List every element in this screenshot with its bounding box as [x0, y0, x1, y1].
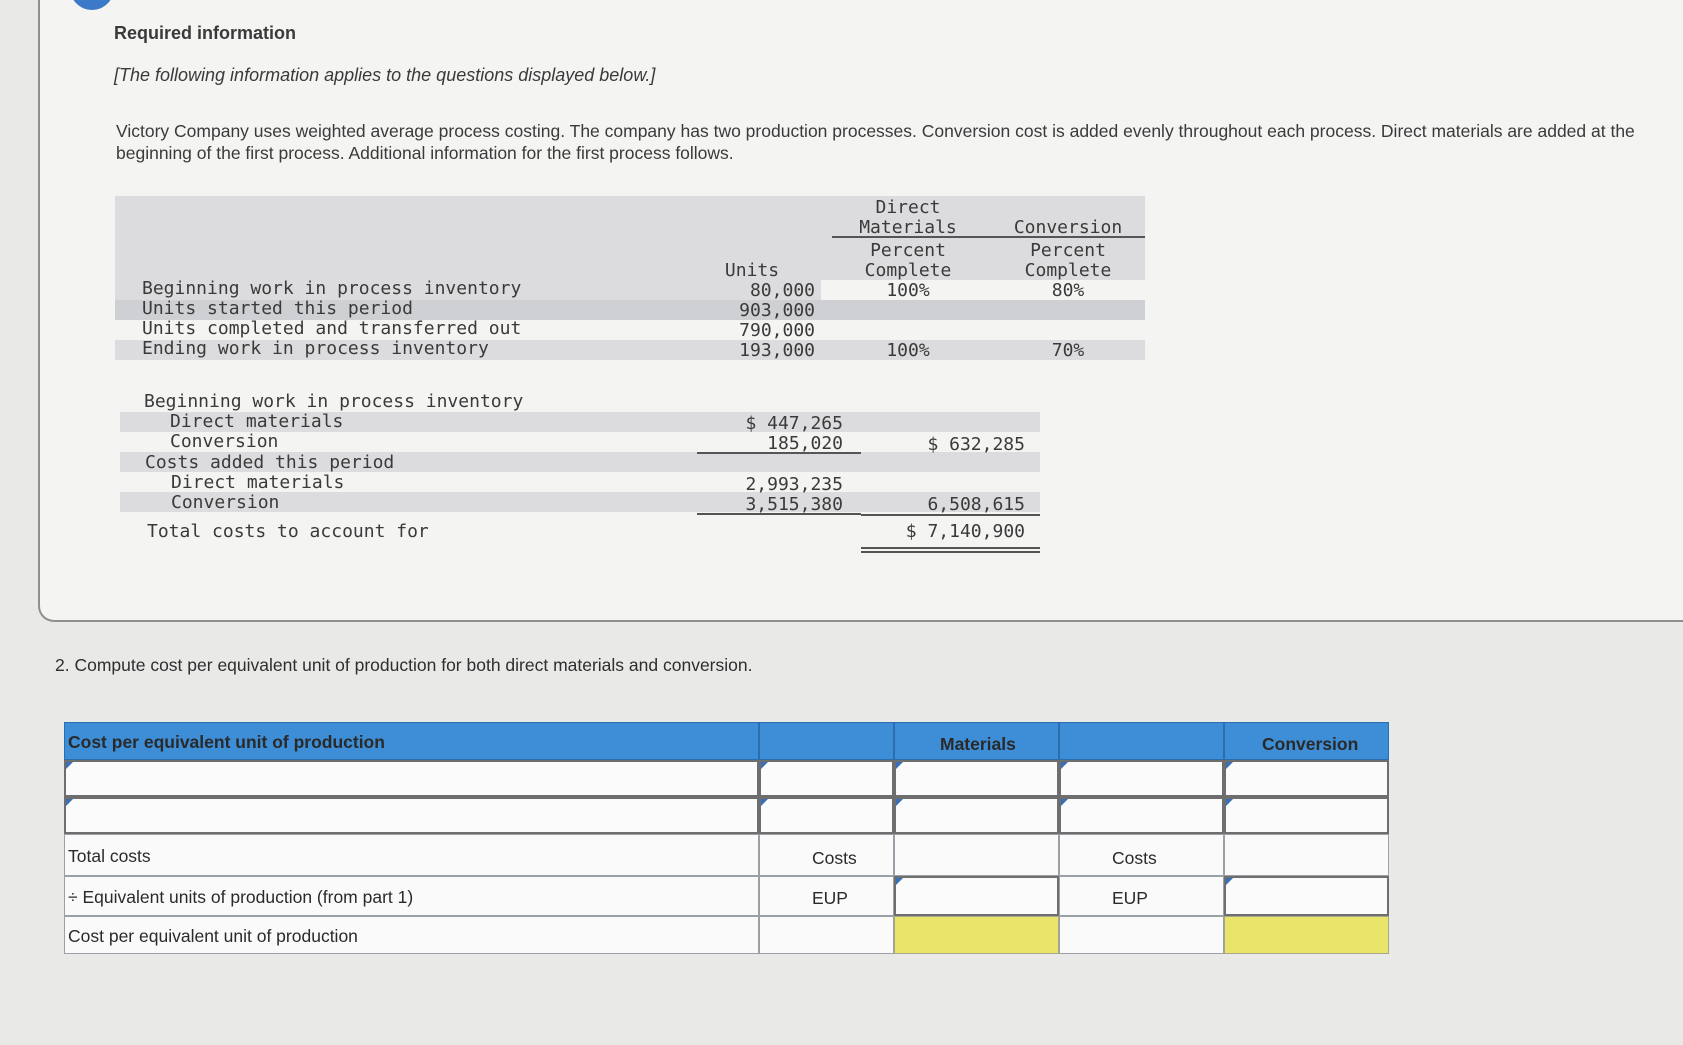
result-row-label-cell	[64, 916, 759, 954]
units-row-label: Ending work in process inventory	[142, 338, 489, 359]
beginning-wip-label: Beginning work in process inventory	[144, 391, 524, 412]
materials-cost-per-eup-result	[894, 916, 1059, 954]
total-costs-row-label: Total costs	[68, 846, 151, 866]
blank-label-input-2[interactable]	[64, 797, 759, 834]
dm-header-line1: Direct	[875, 197, 941, 218]
conversion-header-cell	[1224, 722, 1389, 760]
materials-header-cell	[894, 722, 1059, 760]
blank-unit-input-1b[interactable]	[1059, 760, 1224, 797]
added-total-value: 6,508,615	[927, 494, 1025, 515]
units-row-label: Beginning work in process inventory	[142, 278, 522, 299]
panel-marker	[70, 0, 114, 10]
beginning-dm-value: $ 447,265	[745, 413, 843, 434]
units-row-units: 790,000	[739, 320, 815, 341]
result-row-label: Cost per equivalent unit of production	[68, 926, 358, 946]
beginning-conversion-value: 185,020	[767, 433, 843, 454]
costs-unit-label: Costs	[812, 848, 857, 868]
dm-header-line3: Percent	[870, 240, 946, 261]
conv-header-line3: Complete	[1024, 260, 1112, 281]
required-information-title: Required information	[114, 23, 297, 43]
beginning-conversion-label: Conversion	[170, 431, 279, 452]
eup-unit-label: EUP	[812, 888, 848, 908]
costs-added-label: Costs added this period	[145, 452, 395, 473]
beginning-dm-label: Direct materials	[170, 411, 344, 432]
added-dm-value: 2,993,235	[745, 474, 843, 495]
units-header: Units	[724, 260, 780, 281]
units-row-units: 903,000	[739, 300, 815, 321]
conv-header-line1: Conversion	[1013, 217, 1123, 238]
dm-header-line4: Complete	[864, 260, 952, 281]
blank-label-input-1[interactable]	[64, 760, 759, 797]
question-2: 2. Compute cost per equivalent unit of production for both direct materials and conversion.	[55, 655, 753, 675]
materials-input-2[interactable]	[894, 797, 1059, 834]
units-row-conv-percent: 80%	[1051, 280, 1085, 301]
units-row-units: 193,000	[739, 340, 815, 361]
table-header-label-cell	[64, 722, 759, 760]
conversion-eup-input[interactable]	[1224, 876, 1389, 916]
units-row-conv-percent: 70%	[1051, 340, 1085, 361]
table-header-label: Cost per equivalent unit of production	[68, 732, 385, 752]
units-row-label: Units completed and transferred out	[142, 318, 522, 339]
units-row-dm-percent: 100%	[886, 340, 930, 361]
total-costs-label: Total costs to account for	[147, 521, 429, 542]
dm-header-line2: Materials	[859, 217, 957, 238]
blank-unit-input-1[interactable]	[759, 760, 894, 797]
materials-total-costs-input[interactable]	[894, 834, 1059, 876]
materials-eup-input[interactable]	[894, 876, 1059, 916]
units-row-label: Units started this period	[142, 298, 413, 319]
beginning-total-value: $ 632,285	[927, 434, 1025, 455]
problem-description: Victory Company uses weighted average process costing. The company has two production processes. Conversion cost is added evenly throughout each process. Direct materials are added at the beginning of the first process. Additional information for the first process follows.	[116, 121, 1635, 163]
added-dm-label: Direct materials	[171, 472, 345, 493]
cost-per-eup-table	[64, 722, 1441, 962]
blank-unit-input-2b[interactable]	[1059, 797, 1224, 834]
conversion-cost-per-eup-result	[1224, 916, 1389, 954]
conversion-header: Conversion	[1262, 734, 1359, 754]
conv-header-line2: Percent	[1030, 240, 1106, 261]
materials-header: Materials	[940, 734, 1016, 754]
conversion-total-costs-input[interactable]	[1224, 834, 1389, 876]
units-row-units: 80,000	[749, 280, 815, 301]
blank-unit-input-2[interactable]	[759, 797, 894, 834]
eup-row-label-cell	[64, 876, 759, 916]
total-costs-value: $ 7,140,900	[905, 521, 1025, 542]
materials-input-1[interactable]	[894, 760, 1059, 797]
information-note: [The following information applies to the questions displayed below.]	[114, 65, 656, 85]
conversion-input-2[interactable]	[1224, 797, 1389, 834]
costs-unit-label-conversion: Costs	[1112, 848, 1157, 868]
eup-unit-label-conversion: EUP	[1112, 888, 1148, 908]
eup-row-label: ÷ Equivalent units of production (from part 1)	[68, 887, 414, 907]
total-costs-row-label-cell	[64, 834, 759, 876]
added-conversion-label: Conversion	[171, 492, 280, 513]
added-conversion-value: 3,515,380	[745, 494, 843, 515]
conversion-input-1[interactable]	[1224, 760, 1389, 797]
units-row-dm-percent: 100%	[886, 280, 930, 301]
